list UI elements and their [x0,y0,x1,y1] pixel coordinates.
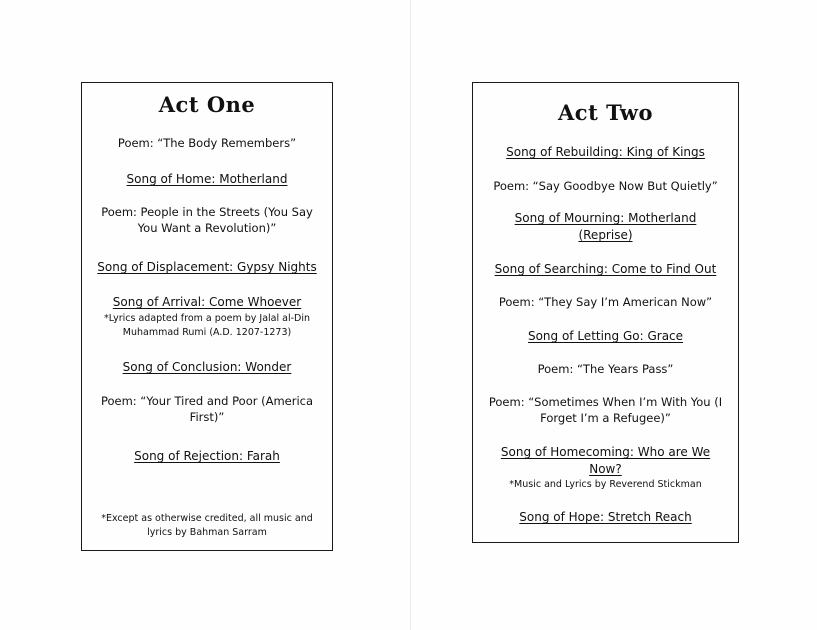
program-item-song: Song of Letting Go: Grace [527,329,684,343]
program-item-song: Song of Searching: Come to Find Out [494,262,717,276]
act-two-panel [472,82,739,543]
program-item-poem: Poem: “The Body Remembers” [117,136,297,150]
program-item-song: Song of Rebuilding: King of Kings [506,145,705,159]
credits-footnote: *Except as otherwise credited, all music and lyrics by Bahman Sarram [101,513,313,539]
program-item-song: Song of Conclusion: Wonder [122,360,292,374]
program-item-poem: Poem: “Say Goodbye Now But Quietly” [493,179,718,193]
program-item-poem: Poem: “Sometimes When I’m With You (I Forget I’m a Refugee)” [488,395,723,426]
program-item-song: Song of Rejection: Farah [134,449,280,463]
program-item-song: Song of Home: Motherland [126,172,288,186]
program-item-song: Song of Homecoming: Who are We Now? [500,445,711,477]
program-item-poem: Poem: “Your Tired and Poor (America First)” [100,394,314,425]
act-one-panel [81,82,333,551]
act-one-title: Act One [158,92,256,117]
program-item-song: Song of Hope: Stretch Reach [519,510,692,524]
program-item-song: Song of Arrival: Come Whoever [112,295,302,309]
program-item-song: Song of Mourning: Motherland (Reprise) [514,211,697,243]
program-item-note: *Lyrics adapted from a poem by Jalal al-Din Muhammad Rumi (A.D. 1207-1273) [103,313,311,339]
program-item-song: Song of Displacement: Gypsy Nights [97,260,317,274]
program-item-poem: Poem: “The Years Pass” [537,362,674,376]
program-item-note: *Music and Lyrics by Reverend Stickman [509,479,702,490]
act-two-title: Act Two [558,100,653,125]
program-item-poem: Poem: People in the Streets (You Say You Want a Revolution)” [101,205,313,236]
program-item-poem: Poem: “They Say I’m American Now” [498,295,713,309]
page-fold [410,0,411,630]
